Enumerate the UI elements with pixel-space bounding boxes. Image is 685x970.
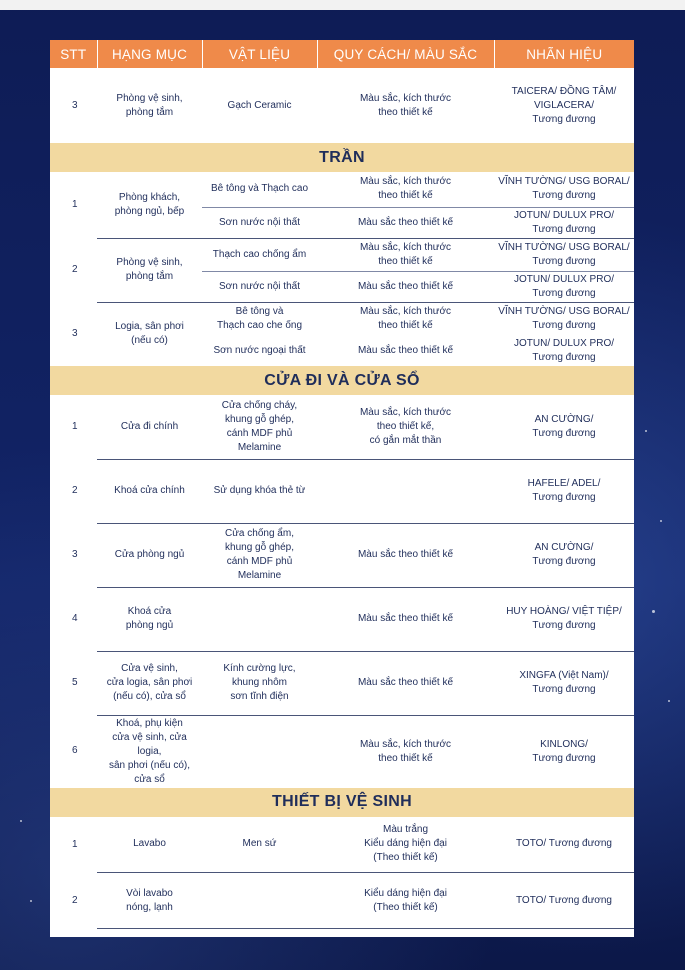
row-brand: JOTUN/ DULUX PRO/ Tương đương	[494, 207, 634, 238]
row-stt: 1	[72, 199, 78, 210]
row-category: Cửa vệ sinh, cửa logia, sân phơi (nếu có), cửa sổ	[97, 651, 202, 715]
row-category: Vòi lavabo nóng, lạnh	[97, 873, 202, 929]
section-title: TRẦN	[50, 143, 634, 172]
row-stt: 2	[72, 485, 78, 496]
table-row	[50, 302, 634, 336]
row-stt: 2	[72, 264, 78, 275]
section-title: THIẾT BỊ VỆ SINH	[50, 788, 634, 817]
star-decoration	[660, 520, 662, 522]
section-header-sanitary	[50, 788, 634, 817]
row-material: Cửa chống cháy, khung gỗ ghép, cánh MDF phủ Melamine	[202, 395, 317, 459]
row-material: Bê tông và Thạch cao	[202, 172, 317, 207]
row-category: Lavabo	[97, 817, 202, 873]
row-stt: 3	[72, 549, 78, 560]
row-brand: AN CƯỜNG/ Tương đương	[494, 523, 634, 587]
row-category: Khoá, phụ kiện cửa vệ sinh, cửa logia, sân phơi (nếu có), cửa sổ	[108, 717, 191, 785]
row-brand: TOTO/ Tương đương	[494, 873, 634, 929]
row-stt: 3	[72, 99, 78, 111]
row-brand: AN CƯỜNG/ Tương đương	[494, 395, 634, 459]
table-row	[50, 68, 634, 143]
row-material	[202, 715, 317, 788]
table-row	[50, 873, 634, 929]
row-category: Phòng vệ sinh, phòng tắm	[97, 238, 202, 302]
row-category: Khoá cửa chính	[97, 459, 202, 523]
header-category: HẠNG MỤC	[97, 40, 202, 68]
table-row	[50, 817, 634, 873]
row-spec: Màu sắc theo thiết kế	[317, 587, 494, 651]
row-category: Phòng khách, phòng ngủ, bếp	[97, 172, 202, 238]
row-stt: 6	[72, 745, 78, 757]
row-material: Men sứ	[202, 817, 317, 873]
row-stt: 4	[72, 613, 78, 624]
row-brand: VĨNH TƯỜNG/ USG BORAL/ Tương đương	[494, 238, 634, 271]
row-brand: HUY HOÀNG/ VIỆT TIỆP/ Tương đương	[494, 587, 634, 651]
row-spec: Màu sắc theo thiết kế	[317, 271, 494, 302]
row-spec: Màu sắc theo thiết kế	[317, 207, 494, 238]
row-spec: Màu sắc, kích thước theo thiết kế	[317, 172, 494, 207]
row-material: Kính cường lực, khung nhôm sơn tĩnh điện	[202, 651, 317, 715]
row-material: Sử dụng khóa thẻ từ	[202, 459, 317, 523]
section-header-doors	[50, 366, 634, 395]
row-spec: Màu trắng Kiểu dáng hiện đại (Theo thiết kế)	[317, 817, 494, 873]
header-stt: STT	[50, 40, 97, 68]
star-decoration	[20, 820, 22, 822]
row-material: Bê tông và Thạch cao che ống	[216, 306, 303, 332]
row-material: Cửa chống ẩm, khung gỗ ghép, cánh MDF phủ Melamine	[202, 523, 317, 587]
row-spec	[317, 459, 494, 523]
materials-table	[50, 40, 634, 929]
row-spec: Kiểu dáng hiện đại (Theo thiết kế)	[317, 873, 494, 929]
row-stt: 2	[72, 894, 78, 906]
row-category: Khoá cửa phòng ngủ	[97, 587, 202, 651]
star-decoration	[652, 610, 655, 613]
row-stt: 3	[72, 328, 78, 339]
spec-sheet	[50, 40, 634, 937]
header-material: VẬT LIỆU	[202, 40, 317, 68]
row-category: Logia, sân phơi (nếu có)	[115, 321, 184, 347]
table-row	[50, 395, 634, 459]
row-spec: Màu sắc theo thiết kế	[317, 523, 494, 587]
section-title: CỬA ĐI VÀ CỬA SỔ	[50, 366, 634, 395]
star-decoration	[645, 430, 647, 432]
row-spec: Màu sắc, kích thước theo thiết kế	[359, 306, 452, 332]
star-decoration	[30, 900, 32, 902]
row-brand: VĨNH TƯỜNG/ USG BORAL/ Tương đương	[494, 172, 634, 207]
row-spec: Màu sắc, kích thước theo thiết kế, có gắn mắt thần	[317, 395, 494, 459]
row-category: Phòng vệ sinh, phòng tắm	[116, 92, 183, 118]
row-material: Gạch Ceramic	[227, 99, 292, 111]
row-spec: Màu sắc theo thiết kế	[357, 345, 454, 356]
row-material	[202, 587, 317, 651]
header-spec: QUY CÁCH/ MÀU SẮC	[317, 40, 494, 68]
row-brand: JOTUN/ DULUX PRO/ Tương đương	[513, 338, 614, 363]
row-category: Cửa phòng ngủ	[97, 523, 202, 587]
row-material: Sơn nước nội thất	[202, 207, 317, 238]
row-spec: Màu sắc, kích thước theo thiết kế	[317, 238, 494, 271]
row-brand: JOTUN/ DULUX PRO/ Tương đương	[494, 271, 634, 302]
section-header-ceiling	[50, 143, 634, 172]
table-row	[50, 238, 634, 271]
row-brand: VĨNH TƯỜNG/ USG BORAL/ Tương đương	[498, 306, 630, 332]
row-spec: Màu sắc theo thiết kế	[317, 651, 494, 715]
row-brand: XINGFA (Việt Nam)/ Tương đương	[494, 651, 634, 715]
table-row	[50, 715, 634, 788]
row-brand: HAFELE/ ADEL/ Tương đương	[494, 459, 634, 523]
row-stt: 1	[72, 838, 78, 850]
row-category: Cửa đi chính	[97, 395, 202, 459]
row-brand: TOTO/ Tương đương	[494, 817, 634, 873]
row-material: Thạch cao chống ẩm	[202, 238, 317, 271]
row-material: Sơn nước ngoại thất	[213, 345, 306, 356]
table-row	[50, 172, 634, 207]
row-brand: KINLONG/ Tương đương	[532, 738, 596, 764]
header-brand: NHÃN HIỆU	[494, 40, 634, 68]
row-material: Sơn nước nội thất	[202, 271, 317, 302]
row-brand: TAICERA/ ĐỒNG TÂM/ VIGLACERA/ Tương đương	[511, 85, 617, 125]
row-stt: 5	[72, 677, 78, 688]
row-stt: 1	[72, 421, 78, 432]
star-decoration	[668, 700, 670, 702]
table-row	[50, 459, 634, 523]
table-header-row	[50, 40, 634, 68]
row-material	[202, 873, 317, 929]
table-row	[50, 651, 634, 715]
row-spec: Màu sắc, kích thước theo thiết kế	[359, 92, 452, 118]
table-row	[50, 523, 634, 587]
table-row	[50, 587, 634, 651]
top-frame-strip	[0, 0, 685, 10]
row-spec: Màu sắc, kích thước theo thiết kế	[359, 738, 452, 764]
